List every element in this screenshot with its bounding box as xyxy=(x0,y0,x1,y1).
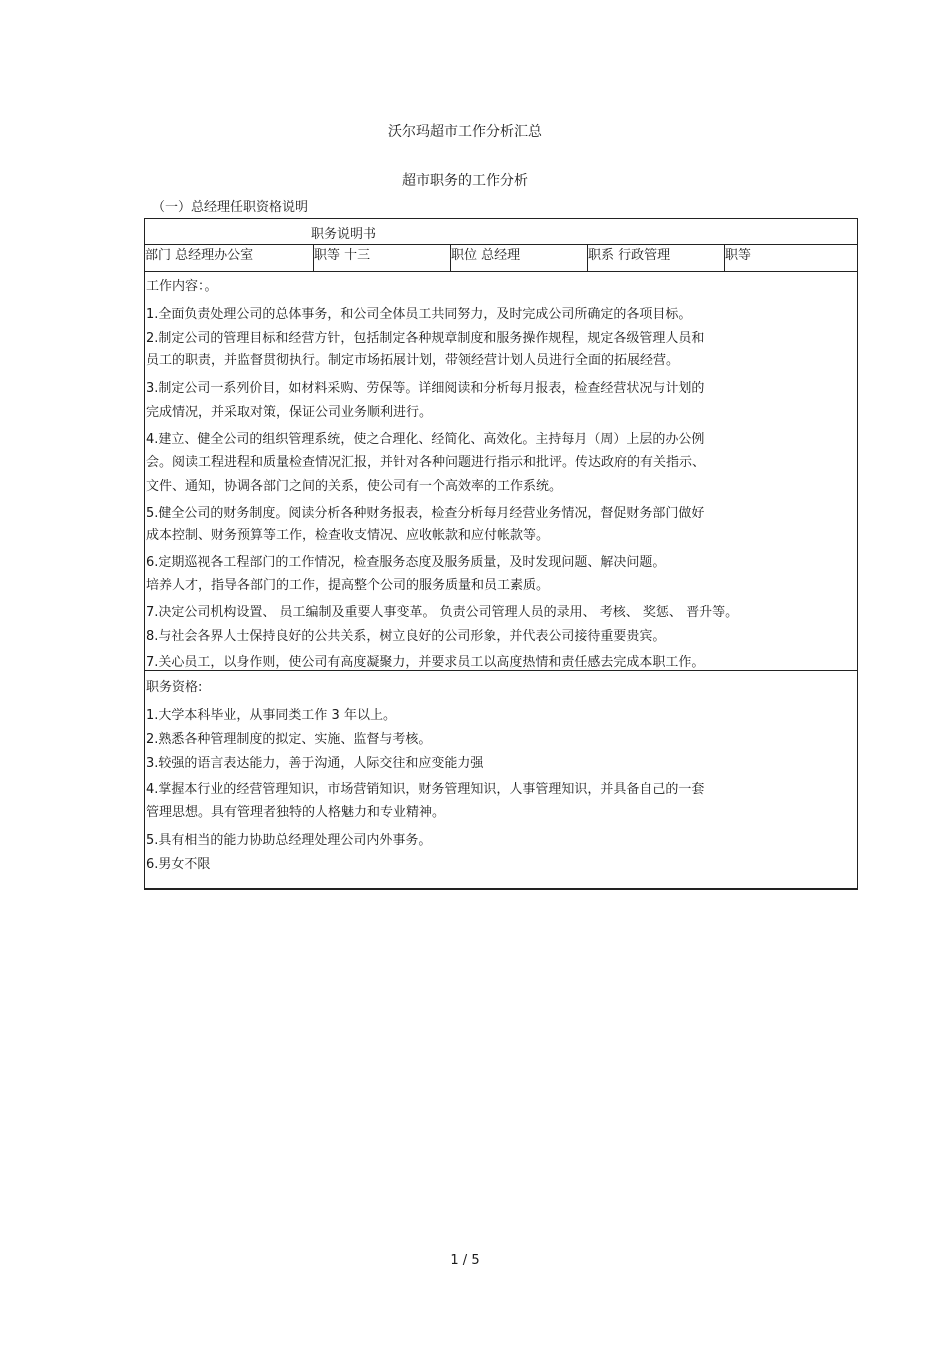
qualification-line: 6.男女不限 xyxy=(146,857,211,872)
duty-line: 8.与社会各界人士保持良好的公共关系，树立良好的公司形象，并代表公司接待重要贵宾。 xyxy=(146,629,666,644)
table-info-row xyxy=(145,244,857,272)
duty-line: 培养人才，指导各部门的工作，提高整个公司的服务质量和员工素质。 xyxy=(146,578,550,593)
duty-line: 完成情况，并采取对策，保证公司业务顺利进行。 xyxy=(146,405,433,420)
duty-line: 3.制定公司一系列价目，如材料采购、劳保等。详细阅读和分析每月报表，检查经营状况与计划的 xyxy=(146,381,705,396)
duty-line: 会。阅读工程进程和质量检查情况汇报，并针对各种问题进行指示和批评。传达政府的有关指示、 xyxy=(146,455,706,470)
qualification-line: 管理思想。具有管理者独特的人格魅力和专业精神。 xyxy=(146,805,446,820)
duties-label: 工作内容：。 xyxy=(146,279,218,294)
department-cell: 部门 总经理办公室 xyxy=(145,244,314,271)
duty-line: 4.建立、健全公司的组织管理系统，使之合理化、经简化、高效化。主持每月（周）上层的办公例 xyxy=(146,432,705,447)
job-description-table xyxy=(144,218,858,890)
qualification-line: 1.大学本科毕业，从事同类工作 3 年以上。 xyxy=(146,708,396,723)
qualification-line: 5.具有相当的能力协助总经理处理公司内外事务。 xyxy=(146,833,432,848)
duty-line: 成本控制、财务预算等工作，检查收支情况、应收帐款和应付帐款等。 xyxy=(146,528,550,543)
position-cell: 职位 总经理 xyxy=(451,244,588,271)
section-heading: （一）总经理任职资格说明 xyxy=(152,200,309,215)
document-subtitle: 超市职务的工作分析 xyxy=(402,173,528,189)
duty-line: 7.决定公司机构设置、 员工编制及重要人事变革。 负责公司管理人员的录用、 考核、 奖惩、 晋升等。 xyxy=(146,605,739,620)
qualification-line: 4.掌握本行业的经营管理知识，市场营销知识，财务管理知识，人事管理知识，并具备自己的一套 xyxy=(146,782,705,797)
qualification-line: 2.熟悉各种管理制度的拟定、实施、监督与考核。 xyxy=(146,732,432,747)
page-number: 1 / 5 xyxy=(450,1253,480,1268)
duty-line: 文件、通知，协调各部门之间的关系，使公司有一个高效率的工作系统。 xyxy=(146,479,563,494)
duty-line: 1.全面负责处理公司的总体事务，和公司全体员工共同努力，及时完成公司所确定的各项目标。 xyxy=(146,307,692,322)
table-header-row xyxy=(145,219,857,245)
table-header-title: 职务说明书 xyxy=(311,227,377,242)
grade-2-cell: 职等 xyxy=(725,248,752,263)
duty-line: 5.健全公司的财务制度。阅读分析各种财务报表，检查分析每月经营业务情况，督促财务部门做好 xyxy=(146,506,705,521)
qualifications-label: 职务资格: xyxy=(146,680,203,695)
duty-line: 7.关心员工，以身作则，使公司有高度凝聚力，并要求员工以高度热情和责任感去完成本职工作。 xyxy=(146,655,705,670)
duty-line: 员工的职责，并监督贯彻执行。制定市场拓展计划，带领经营计划人员进行全面的拓展经营。 xyxy=(146,353,680,368)
grade-cell: 职等 十三 xyxy=(314,244,451,271)
qualification-line: 3.较强的语言表达能力，善于沟通，人际交往和应变能力强 xyxy=(146,756,484,771)
section-divider xyxy=(145,670,857,671)
job-series-cell: 职系 行政管理 xyxy=(588,244,725,271)
duty-line: 2.制定公司的管理目标和经营方针，包括制定各种规章制度和服务操作规程，规定各级管理人员和 xyxy=(146,331,705,346)
document-title: 沃尔玛超市工作分析汇总 xyxy=(388,124,542,140)
duty-line: 6.定期巡视各工程部门的工作情况，检查服务态度及服务质量，及时发现问题、解决问题。 xyxy=(146,555,666,570)
